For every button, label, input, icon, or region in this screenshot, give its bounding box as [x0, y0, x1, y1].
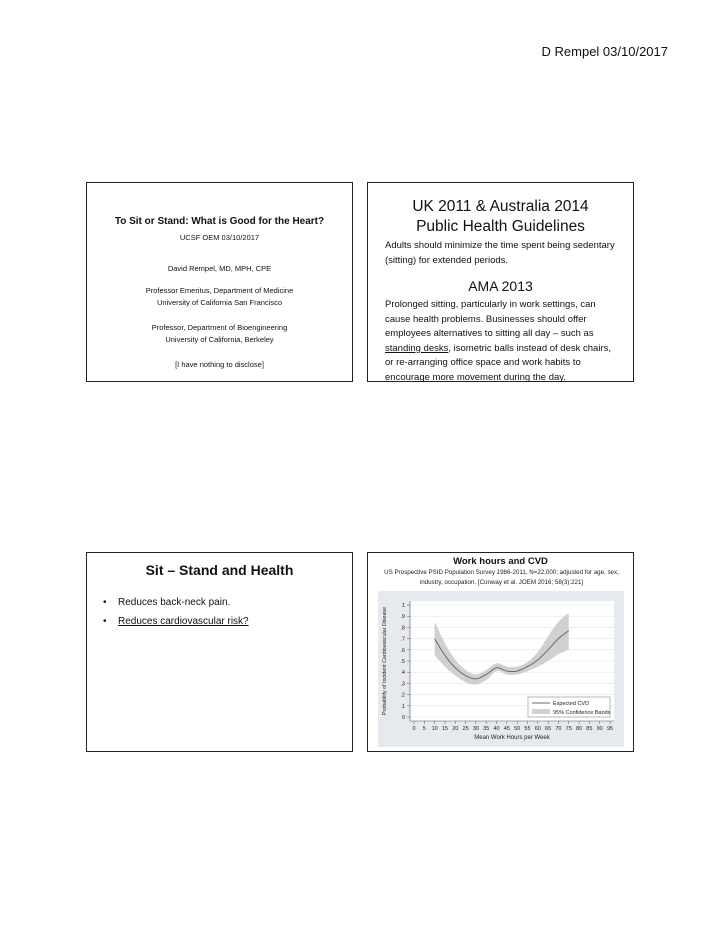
y-tick-label: .8 — [400, 625, 405, 632]
x-tick-label: 35 — [483, 726, 490, 732]
list-item — [103, 593, 249, 612]
x-tick-label: 50 — [514, 726, 521, 732]
bullet-text: Reduces back-neck pain. — [118, 597, 231, 608]
y-tick-label: .7 — [400, 636, 405, 643]
chart-slide-title: Work hours and CVD — [453, 556, 548, 567]
x-tick-label: 40 — [493, 726, 500, 732]
y-tick-label: .1 — [400, 703, 405, 710]
ama-body-text-end: , isometric balls instead of desk chairs, or re-arranging office space and work habits to encourage more movement during the day. — [385, 342, 611, 383]
x-tick-label: 70 — [555, 726, 562, 732]
y-tick-label: .4 — [400, 670, 405, 677]
guidelines-title-1: UK 2011 & Australia 2014 — [412, 198, 589, 215]
x-tick-label: 0 — [412, 726, 416, 732]
y-tick-label: .5 — [400, 659, 405, 665]
y-tick-label: 0 — [401, 715, 405, 721]
y-axis-label: Probability of Incident Cardiovascular Disease — [382, 606, 388, 716]
legend-band-swatch — [532, 709, 550, 714]
affiliation-2: Professor, Department of Bioengineering — [151, 323, 288, 332]
x-tick-label: 85 — [586, 726, 593, 732]
page-header: D Rempel 03/10/2017 — [541, 44, 668, 59]
slide-guidelines — [367, 182, 634, 382]
bullet-icon: • — [103, 597, 107, 608]
x-tick-label: 80 — [575, 726, 583, 732]
x-axis-label: Mean Work Hours per Week — [474, 735, 550, 741]
chart-slide-subtitle: US Prospective PSID Population Survey 1986-2011, N=22,000; adjusted for age, sex, industry, occupation. [Conway et al. JOEM 2016; 58(3):221] — [384, 569, 619, 586]
ama-subtitle: AMA 2013 — [468, 278, 533, 294]
x-tick-label: 75 — [565, 726, 572, 732]
x-tick-label: 15 — [441, 726, 449, 732]
y-tick-label: 1 — [401, 603, 405, 609]
x-tick-label: 30 — [472, 726, 479, 732]
legend-label-expected: Expected CVD — [553, 701, 590, 707]
y-tick-label: .6 — [400, 647, 405, 654]
x-tick-label: 65 — [545, 726, 552, 732]
sit-stand-title: Sit – Stand and Health — [145, 562, 294, 578]
x-tick-label: 10 — [431, 726, 438, 732]
slide-sit-stand — [86, 552, 353, 752]
affiliation-2-university: University of California, Berkeley — [165, 335, 274, 344]
y-tick-label: .3 — [400, 681, 405, 688]
affiliation-1: Professor Emeritus, Department of Medicine — [145, 286, 294, 295]
author-name: David Rempel, MD, MPH, CPE — [167, 264, 272, 273]
x-tick-label: 90 — [596, 726, 603, 732]
x-tick-label: 25 — [462, 726, 469, 732]
affiliation-1-university: University of California San Francisco — [156, 298, 283, 307]
x-tick-label: 20 — [452, 726, 459, 732]
y-tick-label: .2 — [400, 692, 405, 699]
y-tick-label: .9 — [400, 614, 405, 621]
bullet-text: Reduces cardiovascular risk? — [118, 616, 249, 627]
x-tick-label: 45 — [503, 726, 510, 732]
bullet-icon: • — [103, 616, 107, 627]
cvd-chart — [378, 591, 624, 747]
slide-title — [86, 182, 353, 382]
standing-desks-link: standing desks — [385, 342, 449, 354]
x-tick-label: 60 — [534, 726, 541, 732]
x-tick-label: 55 — [524, 726, 531, 732]
legend-label-band: 95% Confidence Bands — [553, 710, 611, 716]
x-tick-label: 5 — [422, 726, 426, 732]
disclosure: [I have nothing to disclose] — [175, 360, 264, 369]
x-tick-label: 95 — [606, 726, 614, 732]
guidelines-title-2: Public Health Guidelines — [416, 218, 585, 235]
guidelines-body: Adults should minimize the time spent being sedentary (sitting) for extended periods. — [385, 240, 615, 266]
slide-title-heading: To Sit or Stand: What is Good for the Heart? — [114, 216, 325, 227]
event-line: UCSF OEM 03/10/2017 — [179, 233, 260, 242]
list-item — [103, 612, 249, 631]
ama-body-text: Prolonged sitting, particularly in work settings, can cause health problems. Businesses should offer employees alternatives to sitting all day – such as — [385, 299, 596, 339]
ama-body — [385, 298, 619, 385]
slide-chart — [367, 552, 634, 752]
bullet-list — [103, 593, 249, 631]
